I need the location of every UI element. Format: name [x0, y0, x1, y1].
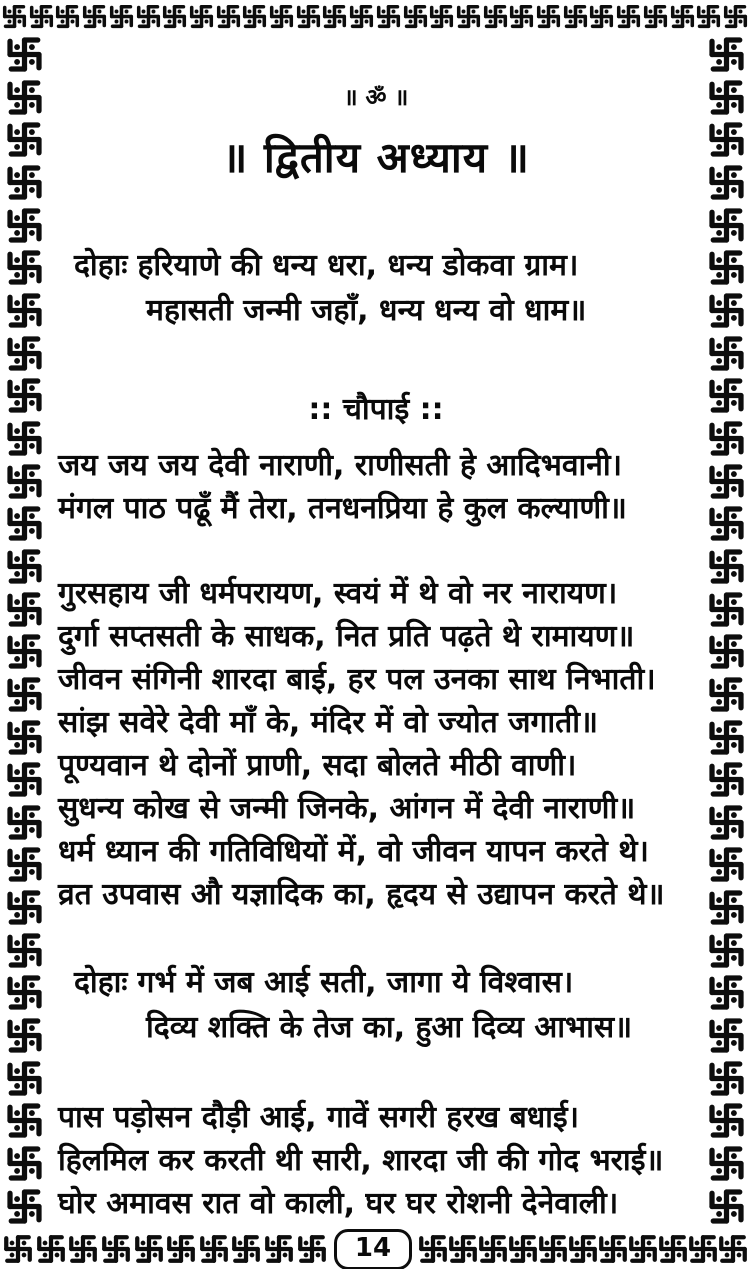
swastika-icon	[349, 4, 374, 29]
swastika-icon	[708, 1060, 745, 1097]
verse-line: सुधन्य कोख से जन्मी जिनके, आंगन में देवी नाराणी॥	[58, 791, 636, 826]
swastika-icon	[162, 4, 187, 29]
chaupai-stanza-2	[58, 572, 694, 916]
swastika-icon	[6, 761, 43, 798]
swastika-icon	[322, 4, 347, 29]
swastika-icon	[508, 1234, 538, 1264]
doha-text: गर्भ में जब आई सती, जागा ये विश्वास।	[137, 965, 574, 1000]
om-invocation: ॥ ॐ ॥	[343, 85, 409, 111]
swastika-icon	[708, 676, 745, 713]
border-bottom	[2, 1231, 748, 1267]
swastika-icon	[723, 4, 748, 29]
swastika-icon	[708, 932, 745, 969]
swastika-icon	[568, 1234, 598, 1264]
swastika-icon	[708, 889, 745, 926]
swastika-icon	[68, 1234, 98, 1264]
swastika-icon	[6, 36, 43, 73]
swastika-icon	[708, 420, 745, 457]
swastika-icon	[708, 548, 745, 585]
swastika-icon	[166, 1234, 196, 1264]
swastika-icon	[6, 1102, 43, 1139]
swastika-icon	[483, 4, 508, 29]
swastika-icon	[6, 591, 43, 628]
swastika-icon	[708, 207, 745, 244]
swastika-icon	[109, 4, 134, 29]
swastika-icon	[708, 335, 745, 372]
swastika-icon	[418, 1234, 448, 1264]
swastika-icon	[718, 1234, 748, 1264]
swastika-icon	[628, 1234, 658, 1264]
doha-line	[58, 243, 694, 288]
swastika-icon	[708, 292, 745, 329]
swastika-icon	[708, 121, 745, 158]
swastika-icon	[509, 4, 534, 29]
chaupai-stanza-1	[58, 444, 694, 530]
verse-line: पास पड़ोसन दौड़ी आई, गावें सगरी हरख बधाई।	[58, 1100, 580, 1135]
swastika-icon	[6, 548, 43, 585]
verse-line: घोर अमावस रात वो काली, घर घर रोशनी देनेवाली।	[58, 1186, 619, 1221]
swastika-icon	[708, 1188, 745, 1225]
swastika-icon	[456, 4, 481, 29]
swastika-icon	[6, 505, 43, 542]
swastika-icon	[708, 463, 745, 500]
swastika-icon	[242, 4, 267, 29]
swastika-icon	[29, 4, 54, 29]
border-left	[4, 36, 44, 1225]
swastika-icon	[6, 420, 43, 457]
swastika-icon	[708, 591, 745, 628]
swastika-icon	[231, 1234, 261, 1264]
swastika-icon	[589, 4, 614, 29]
swastika-icon	[2, 4, 27, 29]
swastika-icon	[708, 846, 745, 883]
swastika-icon	[376, 4, 401, 29]
swastika-icon	[403, 4, 428, 29]
swastika-icon	[6, 974, 43, 1011]
verse-line: धर्म ध्यान की गतिविधियों में, वो जीवन यापन करते थे।	[58, 834, 649, 869]
swastika-icon	[6, 121, 43, 158]
swastika-icon	[696, 4, 721, 29]
swastika-icon	[708, 249, 745, 286]
swastika-icon	[598, 1234, 628, 1264]
doha-label: दोहाः	[74, 965, 128, 1000]
swastika-icon	[688, 1234, 718, 1264]
swastika-icon	[563, 4, 588, 29]
verse-line: व्रत उपवास औ यज्ञादिक का, हृदय से उद्यापन करते थे॥	[58, 877, 665, 912]
swastika-icon	[536, 4, 561, 29]
swastika-icon	[6, 676, 43, 713]
swastika-icon	[189, 4, 214, 29]
verse-line: पूण्यवान थे दोनों प्राणी, सदा बोलते मीठी वाणी।	[58, 748, 577, 783]
swastika-icon	[6, 79, 43, 116]
border-top	[2, 2, 748, 30]
swastika-icon	[708, 1017, 745, 1054]
verse-line: जीवन संगिनी शारदा बाई, हर पल उनका साथ निभाती।	[58, 662, 656, 697]
swastika-icon	[82, 4, 107, 29]
swastika-icon	[708, 1145, 745, 1182]
swastika-icon	[643, 4, 668, 29]
swastika-icon	[136, 4, 161, 29]
swastika-icon	[708, 633, 745, 670]
swastika-icon	[538, 1234, 568, 1264]
swastika-icon	[708, 974, 745, 1011]
page-number: 14	[354, 1232, 392, 1263]
swastika-icon	[134, 1234, 164, 1264]
doha-line: महासती जन्मी जहाँ, धन्य धन्य वो धाम॥	[146, 293, 587, 328]
swastika-icon	[708, 1102, 745, 1139]
chaupai-heading: :: चौपाई ::	[308, 392, 444, 427]
verse-line: मंगल पाठ पढूँ मैं तेरा, तनधनप्रिया हे कुल कल्याणी॥	[58, 491, 627, 526]
verse-line: दुर्गा सप्तसती के साधक, नित प्रति पढ़ते थे रामायण॥	[58, 619, 635, 654]
swastika-icon	[429, 4, 454, 29]
swastika-icon	[670, 4, 695, 29]
border-bottom-left-segment	[2, 1234, 328, 1264]
swastika-icon	[199, 1234, 229, 1264]
doha-line	[58, 960, 694, 1005]
swastika-icon	[6, 633, 43, 670]
swastika-icon	[708, 36, 745, 73]
swastika-icon	[6, 292, 43, 329]
swastika-icon	[6, 932, 43, 969]
swastika-icon	[6, 335, 43, 372]
swastika-icon	[6, 846, 43, 883]
swastika-icon	[264, 1234, 294, 1264]
swastika-icon	[6, 804, 43, 841]
swastika-icon	[708, 761, 745, 798]
doha-1	[58, 243, 694, 333]
swastika-icon	[6, 164, 43, 201]
swastika-icon	[296, 4, 321, 29]
swastika-icon	[6, 463, 43, 500]
doha-label: दोहाः	[74, 248, 128, 283]
swastika-icon	[708, 377, 745, 414]
verse-line: गुरसहाय जी धर्मपरायण, स्वयं में थे वो नर नारायण।	[58, 576, 618, 611]
doha-line: दिव्य शक्ति के तेज का, हुआ दिव्य आभास॥	[146, 1010, 633, 1045]
swastika-icon	[6, 889, 43, 926]
swastika-icon	[55, 4, 80, 29]
swastika-icon	[6, 1145, 43, 1182]
swastika-icon	[36, 1234, 66, 1264]
chaupai-stanza-3	[58, 1096, 694, 1225]
swastika-icon	[6, 719, 43, 756]
swastika-icon	[6, 1060, 43, 1097]
doha-2	[58, 960, 694, 1050]
chapter-title: ॥ द्वितीय अध्याय ॥	[222, 133, 530, 182]
swastika-icon	[478, 1234, 508, 1264]
verse-line: हिलमिल कर करती थी सारी, शारदा जी की गोद भराई॥	[58, 1143, 664, 1178]
page-content	[58, 30, 694, 1229]
swastika-icon	[448, 1234, 478, 1264]
swastika-icon	[6, 249, 43, 286]
swastika-icon	[3, 1234, 33, 1264]
swastika-icon	[658, 1234, 688, 1264]
swastika-icon	[708, 79, 745, 116]
swastika-icon	[269, 4, 294, 29]
swastika-icon	[6, 377, 43, 414]
swastika-icon	[216, 4, 241, 29]
swastika-icon	[708, 164, 745, 201]
border-right	[706, 36, 746, 1225]
swastika-icon	[6, 1188, 43, 1225]
swastika-icon	[708, 505, 745, 542]
swastika-icon	[616, 4, 641, 29]
border-bottom-right-segment	[418, 1234, 748, 1264]
verse-line: जय जय जय देवी नाराणी, राणीसती हे आदिभवानी।	[58, 448, 623, 483]
swastika-icon	[101, 1234, 131, 1264]
page-number-badge	[334, 1229, 412, 1269]
swastika-icon	[708, 719, 745, 756]
verse-line: सांझ सवेरे देवी माँ के, मंदिर में वो ज्योत जगाती॥	[58, 705, 598, 740]
swastika-icon	[6, 207, 43, 244]
swastika-icon	[6, 1017, 43, 1054]
swastika-icon	[708, 804, 745, 841]
doha-text: हरियाणे की धन्य धरा, धन्य डोकवा ग्राम।	[137, 248, 579, 283]
swastika-icon	[297, 1234, 327, 1264]
